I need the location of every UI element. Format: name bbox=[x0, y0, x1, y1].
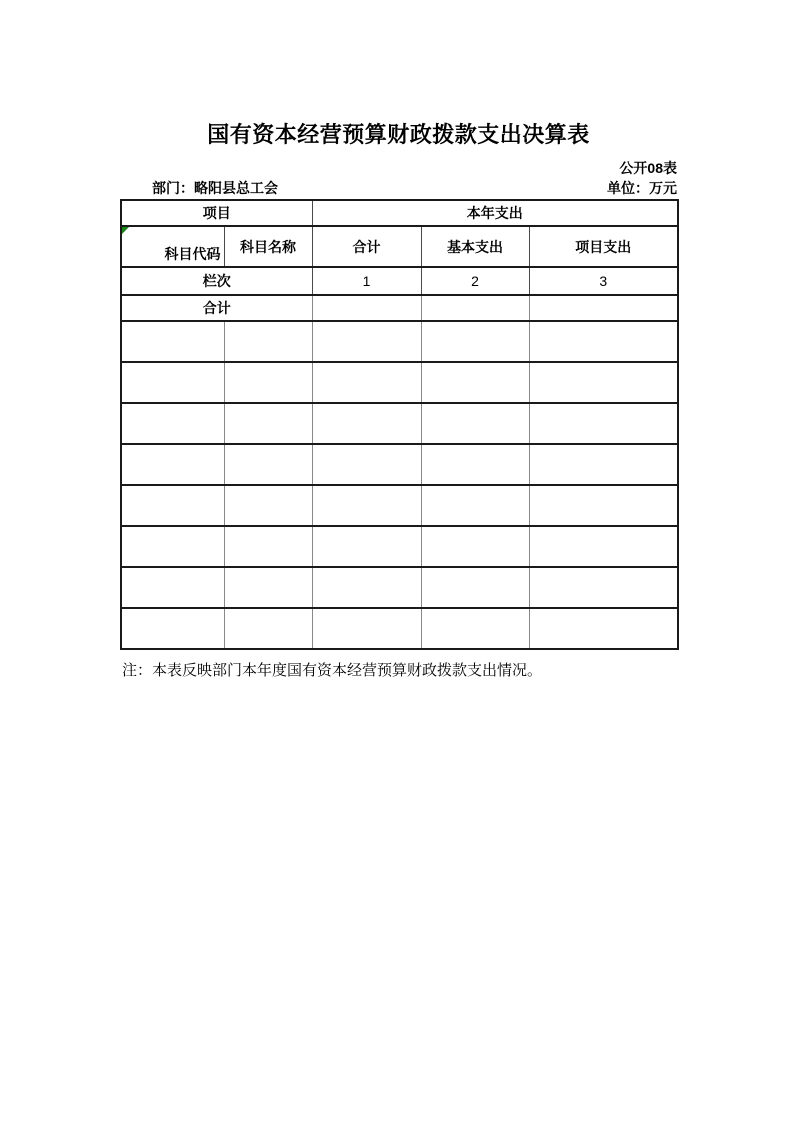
empty-cell bbox=[224, 362, 312, 403]
empty-cell bbox=[529, 526, 678, 567]
table-row bbox=[121, 362, 678, 403]
empty-cell bbox=[529, 321, 678, 362]
column-index-2: 2 bbox=[421, 267, 529, 295]
col-header-project-expenditure: 项目支出 bbox=[529, 226, 678, 267]
empty-cell bbox=[421, 362, 529, 403]
empty-cell bbox=[421, 485, 529, 526]
empty-cell bbox=[529, 608, 678, 649]
empty-cell bbox=[121, 403, 224, 444]
empty-cell bbox=[121, 608, 224, 649]
empty-cell bbox=[421, 403, 529, 444]
empty-cell bbox=[121, 321, 224, 362]
table-row bbox=[121, 321, 678, 362]
table-row bbox=[121, 444, 678, 485]
empty-cell bbox=[312, 362, 421, 403]
table-row bbox=[121, 403, 678, 444]
empty-cell bbox=[224, 321, 312, 362]
empty-cell bbox=[421, 567, 529, 608]
empty-cell bbox=[224, 403, 312, 444]
empty-cell bbox=[224, 608, 312, 649]
department-label: 部门：略阳县总工会 bbox=[152, 180, 278, 196]
page-title: 国有资本经营预算财政拨款支出决算表 bbox=[207, 122, 590, 147]
col-header-basic-expenditure: 基本支出 bbox=[421, 226, 529, 267]
empty-cell bbox=[224, 526, 312, 567]
unit-label: 单位：万元 bbox=[607, 180, 677, 196]
empty-cell bbox=[121, 444, 224, 485]
column-index-1: 1 bbox=[312, 267, 421, 295]
table-row bbox=[121, 567, 678, 608]
empty-cell bbox=[312, 444, 421, 485]
col-header-subject-code bbox=[121, 226, 224, 267]
empty-cell bbox=[529, 444, 678, 485]
table-row bbox=[121, 485, 678, 526]
empty-cell bbox=[224, 567, 312, 608]
empty-cell bbox=[529, 403, 678, 444]
empty-cell bbox=[121, 485, 224, 526]
total-row-project-value bbox=[529, 295, 678, 321]
empty-cell bbox=[121, 567, 224, 608]
empty-cell bbox=[312, 567, 421, 608]
col-header-total: 合计 bbox=[312, 226, 421, 267]
table-row bbox=[121, 526, 678, 567]
footnote: 注：本表反映部门本年度国有资本经营预算财政拨款支出情况。 bbox=[122, 663, 543, 679]
expenditure-table bbox=[120, 199, 679, 650]
empty-cell bbox=[421, 321, 529, 362]
document-content bbox=[120, 0, 677, 681]
column-header-row bbox=[121, 226, 678, 267]
table-row bbox=[121, 608, 678, 649]
empty-cell bbox=[224, 444, 312, 485]
group-header-item: 项目 bbox=[121, 200, 312, 226]
empty-cell bbox=[312, 526, 421, 567]
total-row-total-value bbox=[312, 295, 421, 321]
empty-cell bbox=[312, 485, 421, 526]
table-header-rows bbox=[121, 200, 678, 321]
column-index-3: 3 bbox=[529, 267, 678, 295]
total-row bbox=[121, 295, 678, 321]
empty-cell bbox=[421, 444, 529, 485]
empty-cell bbox=[529, 362, 678, 403]
total-row-label: 合计 bbox=[121, 295, 312, 321]
group-header-row bbox=[121, 200, 678, 226]
col-header-subject-name: 科目名称 bbox=[224, 226, 312, 267]
empty-cell bbox=[529, 567, 678, 608]
empty-rows bbox=[121, 321, 678, 649]
total-row-basic-value bbox=[421, 295, 529, 321]
group-header-current-year-expenditure: 本年支出 bbox=[312, 200, 678, 226]
empty-cell bbox=[421, 608, 529, 649]
subject-code-label: 科目代码 bbox=[164, 246, 221, 262]
table-code-label: 公开08表 bbox=[619, 160, 677, 176]
cell-error-marker-icon bbox=[122, 227, 129, 234]
empty-cell bbox=[121, 362, 224, 403]
empty-cell bbox=[529, 485, 678, 526]
empty-cell bbox=[312, 608, 421, 649]
empty-cell bbox=[121, 526, 224, 567]
empty-cell bbox=[312, 403, 421, 444]
empty-cell bbox=[421, 526, 529, 567]
meta-row bbox=[120, 180, 677, 197]
empty-cell bbox=[312, 321, 421, 362]
column-index-label: 栏次 bbox=[121, 267, 312, 295]
column-index-row bbox=[121, 267, 678, 295]
empty-cell bbox=[224, 485, 312, 526]
